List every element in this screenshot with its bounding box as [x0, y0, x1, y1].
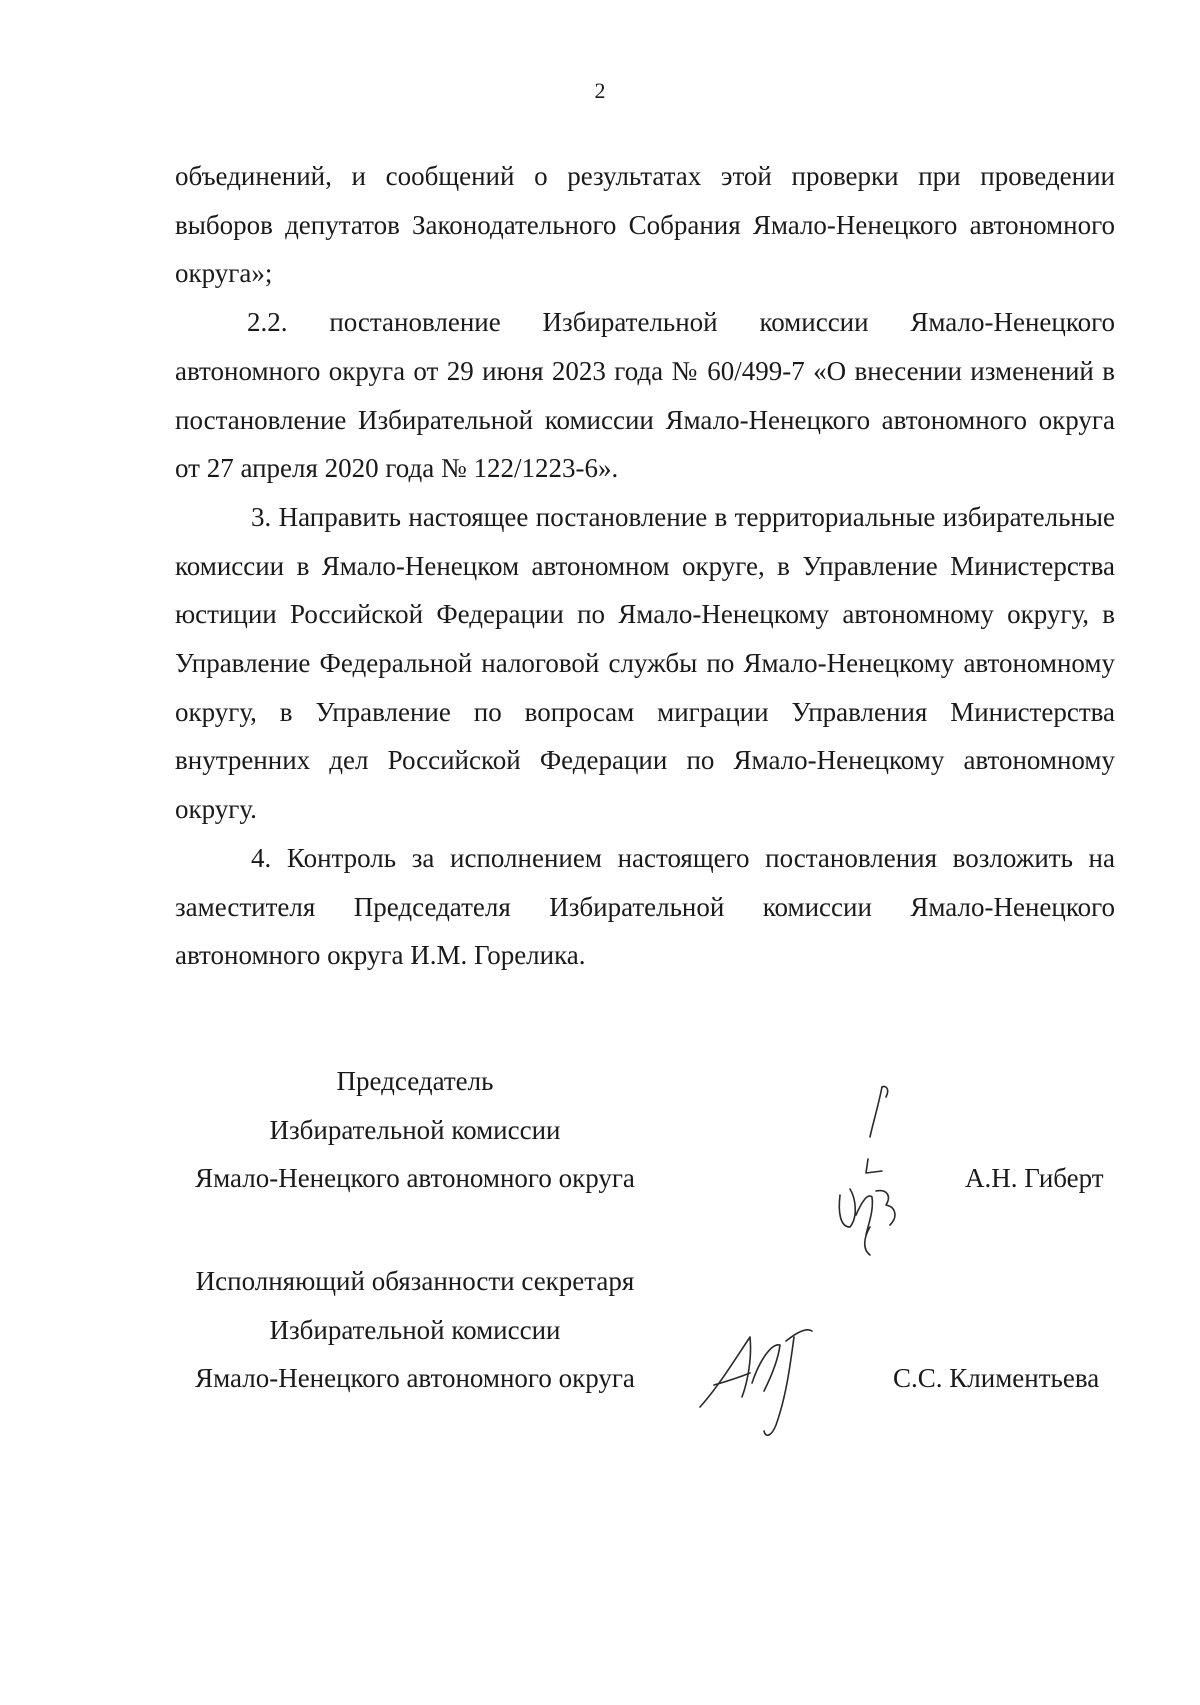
page-number: 2: [594, 78, 606, 103]
handwritten-signature: [690, 1297, 850, 1463]
signature-title-chairman: [165, 1057, 665, 1203]
signature-title-line: Исполняющий обязанности секретаря: [195, 1266, 635, 1296]
signature-name-chairman: А.Н. Гиберт: [965, 1163, 1104, 1193]
signature-name-secretary: С.С. Климентьева: [893, 1363, 1100, 1393]
signature-title-line: Председатель: [336, 1066, 494, 1096]
signature-title-line: Избирательной комиссии: [269, 1314, 561, 1345]
paragraph-2-2: 2.2. постановление Избирательной комиссии Ямало-Ненецкого автономного округа от 29 июня 2023 года № 60/499-7 «О внесении изменений в постановление Избирательной комиссии Ямало-Ненецкого автономного округа от 27 апреля 2020 года № 122/1223-6».: [175, 307, 1115, 484]
document-body: [175, 152, 1115, 980]
signature-block-chairman: [0, 1057, 1200, 1207]
signature-title-line: Избирательной комиссии: [269, 1114, 561, 1145]
paragraph-3: 3. Направить настоящее постановление в территориальные избирательные комиссии в Ямало-Ненецком автономном округе, в Управление Министерства юстиции Российской Федерации по Ямало-Ненецкому автономному округу, в Управление Федеральной налоговой службы по Ямало-Ненецкому автономному округу, в Управление по вопросам миграции Управления Министерства внутренних дел Российской Федерации по Ямало-Ненецкому автономному округу.: [175, 501, 1115, 825]
paragraph-continuation: объединений, и сообщений о результатах этой проверки при проведении выборов депутатов Законодательного Собрания Ямало-Ненецкого автономного округа»;: [175, 161, 1115, 289]
signature-title-line: Ямало-Ненецкого автономного округа: [195, 1163, 635, 1193]
paragraph-4: 4. Контроль за исполнением настоящего постановления возложить на заместителя Председателя Избирательной комиссии Ямало-Ненецкого автономного округа И.М. Горелика.: [175, 842, 1115, 971]
signature-block-secretary: [0, 1257, 1200, 1407]
signature-title-secretary: [165, 1257, 665, 1403]
handwritten-signature: [820, 1077, 930, 1283]
signature-title-line: Ямало-Ненецкого автономного округа: [195, 1363, 635, 1393]
